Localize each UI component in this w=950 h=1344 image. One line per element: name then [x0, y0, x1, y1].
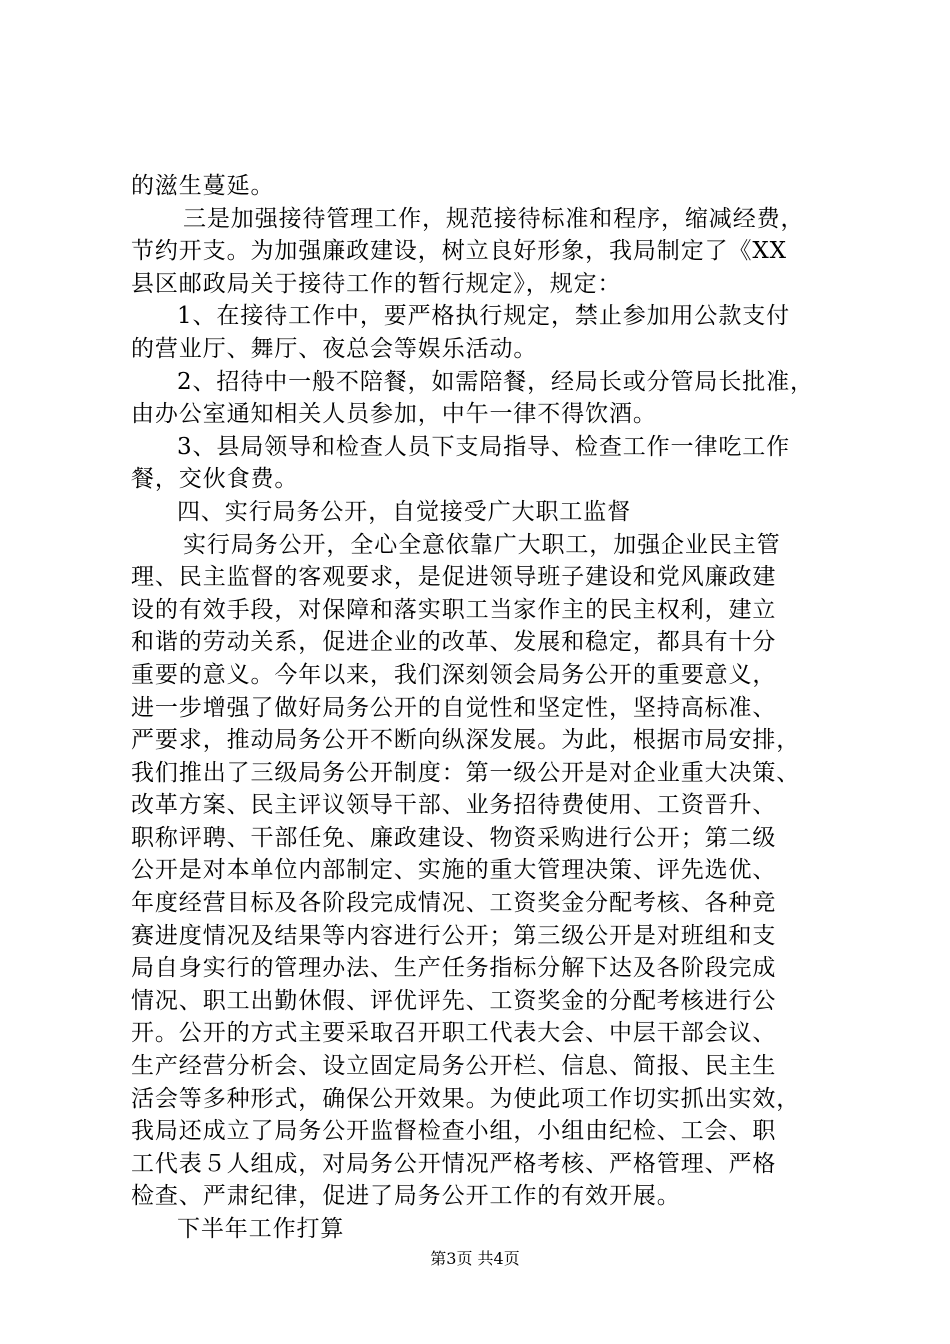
- text-line: 我局还成立了局务公开监督检查小组，小组由纪检、工会、职: [131, 1118, 777, 1145]
- text-line: 局自身实行的管理办法、生产任务指标分解下达及各阶段完成: [131, 955, 777, 982]
- text-line: 公开是对本单位内部制定、实施的重大管理决策、评先选优、: [131, 857, 777, 884]
- text-line: 严要求，推动局务公开不断向纵深发展。为此，根据市局安排，: [131, 727, 801, 754]
- text-line: 2、招待中一般不陪餐，如需陪餐，经局长或分管局长批准，: [177, 368, 814, 395]
- text-line: 和谐的劳动关系，促进企业的改革、发展和稳定，都具有十分: [131, 629, 777, 656]
- text-line: 县区邮政局关于接待工作的暂行规定》，规定：: [131, 270, 622, 297]
- text-line: 1、在接待工作中，要严格执行规定，禁止参加用公款支付: [177, 303, 791, 330]
- text-line: 由办公室通知相关人员参加，中午一律不得饮酒。: [131, 401, 657, 428]
- text-line: 下半年工作打算: [177, 1216, 345, 1242]
- text-line: 改革方案、民主评议领导干部、业务招待费使用、工资晋升、: [131, 792, 777, 819]
- text-line: 生产经营分析会、设立固定局务公开栏、信息、简报、民主生: [131, 1053, 777, 1080]
- text-line: 餐，交伙食费。: [131, 466, 299, 493]
- text-line: 活会等多种形式，确保公开效果。为使此项工作切实抓出实效，: [131, 1085, 801, 1112]
- text-line: 的营业厅、舞厅、夜总会等娱乐活动。: [131, 335, 538, 362]
- text-line: 设的有效手段，对保障和落实职工当家作主的民主权利，建立: [131, 596, 777, 623]
- text-line: 赛进度情况及结果等内容进行公开；第三级公开是对班组和支: [131, 922, 777, 949]
- text-line: 节约开支。为加强廉政建设，树立良好形象，我局制定了《XX: [131, 238, 787, 265]
- text-line: 我们推出了三级局务公开制度：第一级公开是对企业重大决策、: [131, 759, 801, 786]
- text-line: 进一步增强了做好局务公开的自觉性和坚定性，坚持高标准、: [131, 694, 777, 721]
- text-line: 3、县局领导和检查人员下支局指导、检查工作一律吃工作: [177, 433, 791, 460]
- text-line: 理、民主监督的客观要求，是促进领导班子建设和党风廉政建: [131, 564, 777, 591]
- text-line: 开。公开的方式主要采取召开职工代表大会、中层干部会议、: [131, 1020, 777, 1047]
- text-line: 的滋生蔓延。: [131, 173, 275, 199]
- document-body: [131, 170, 831, 1246]
- text-line: 年度经营目标及各阶段完成情况、工资奖金分配考核、各种竞: [131, 890, 777, 917]
- text-line: 工代表５人组成，对局务公开情况严格考核、严格管理、严格: [131, 1150, 777, 1177]
- text-line: 情况、职工出勤休假、评优评先、工资奖金的分配考核进行公: [131, 987, 777, 1014]
- text-line: 职称评聘、干部任免、廉政建设、物资采购进行公开；第二级: [131, 824, 777, 851]
- page-footer: 第3页 共4页: [430, 1249, 520, 1268]
- text-line: 四、实行局务公开，自觉接受广大职工监督: [177, 498, 632, 525]
- text-line: 检查、严肃纪律，促进了局务公开工作的有效开展。: [131, 1183, 681, 1210]
- text-line: 三是加强接待管理工作，规范接待标准和程序，缩减经费，: [183, 205, 805, 232]
- text-line: 重要的意义。今年以来，我们深刻领会局务公开的重要意义，: [131, 661, 777, 688]
- text-line: 实行局务公开，全心全意依靠广大职工，加强企业民主管: [183, 531, 781, 558]
